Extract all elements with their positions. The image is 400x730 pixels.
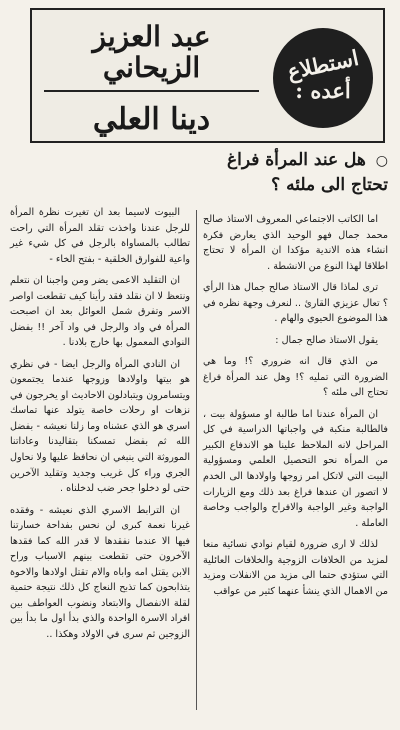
paragraph: ان النادي المرأة والرجل ايضا - في نظري هو بيتها واولادها وزوجها عندما يجتمعون ويتسامرون ويتبادلون الاحاديث او يخرجون في نزهات او رحلات خاصة يتولد عنها تماسك اسري هو الذي عشناه وما زلنا نعيشه - بفضل الله ثم بفضل تمسكنا بتقاليدنا وعاداتنا الموروثة التي ينبغي ان نحافظ عليها ولا نحاول الجري وراء كل غريب وجديد وتقليد الآخرين حتى لو دخلوا جحر ضب لدخلناه .: [10, 358, 190, 495]
article-headline: [206, 148, 388, 197]
section-label-badge: [273, 28, 373, 128]
right-column: [203, 212, 388, 605]
left-column: [10, 205, 190, 648]
prepared-by-label: أعده :: [295, 78, 351, 103]
author-name-2: دينا العلي: [92, 101, 211, 137]
article-header: [30, 8, 385, 143]
paragraph: ترى لماذا قال الاستاذ صالح جمال هذا الرأي ؟ تعال عزيزي القارئ .. لنعرف وجهة نظره في هذا الموضوع الحيوي والهام .: [203, 282, 388, 325]
author-names: [44, 20, 259, 137]
author-name-1: عبد العزيز الزيحاني: [44, 22, 259, 92]
paragraph: ان التقليد الاعمى يضر ومن واجبنا ان نتعلم ونتعظ لا ان نقلد فقد رأينا كيف تقطعت اواصر الاسر وتفرق شمل العوائل بعد ان اصبحت المرأة في واد والرجل في واد آخر !! بفضل النوادي المعمول بها خارج بلادنا .: [10, 275, 190, 349]
paragraph: ان المرأة عندنا اما طالبة او مسؤولة بيت ، فالطالبة منكبة في واجباتها الدراسية في كل المراحل لانه الملاحظ علينا هو الاندفاع الكبير من المرأة نحو التحصيل العلمي ومسؤولية البيت التي لاتكل امر زوجها واولادها الى الخدم لا اتصور ان عندها فراغ بعد ذلك ومع الزيارات الواجبة وغير الواجبة والافراح والواجب وخاصة العاملة .: [203, 408, 388, 529]
paragraph: من الذي قال انه ضروري ؟! وما هي الضرورة التي تمليه ؟! وهل عند المرأة فراغ تحتاج الى ملئه ؟: [203, 356, 388, 399]
column-divider: [196, 210, 197, 710]
paragraph: اما الكاتب الاجتماعي المعروف الاستاذ صالح محمد جمال فهو الوحيد الذي يعارض فكرة انشاء هذه الاندية مؤكدا ان المرأة لا تحتاج اطلاقا لهذا النوع من الانشطة .: [203, 214, 388, 272]
circle-bullet-icon: ○: [375, 153, 388, 169]
section-label: استطلاع: [285, 44, 361, 85]
headline-text: هل عند المرأة فراغ تحتاج الى ملئه ؟: [226, 150, 388, 195]
paragraph: يقول الاستاذ صالح جمال :: [275, 334, 378, 346]
paragraph: البيوت لاسيما بعد ان تغيرت نظرة المرأة للرجل عندنا واخذت تقلد المرأة التي راحت تطالب بالمساواة بالرجل في كل شيء غير واعية للفوارق الخلقية - بفتح الخاء -: [10, 207, 190, 265]
paragraph: ان الترابط الاسري الذي نعيشه - وفقده غيرنا نعمة كبرى لن نحس بفداحة خسارتنا فيها الا عندما نفقدها لا قدر الله كما فقدها الآخرون حتى تقطعت بينهم الاسباب وراح الابن يقتل امه واباه والام تقتل اولادها والاخوة يتذابحون كما تذبح النعاج كل ذلك نتيجة حتمية لقلة الانفصال والابتعاد ونضوب العواطف بين افراد الاسرة الواحدة والذي بدأ اول ما بدأ بين الزوجين ثم سرى في الاولاد وهكذا ..: [10, 504, 190, 640]
paragraph: لذلك لا ارى ضرورة لقيام نوادي نسائية منعا لمزيد من الخلافات الزوجية والخلافات العائلية التي ستؤدي حتما الى مزيد من الانفلات ومزيد من الاهمال الذي ينشأ عنهما كثير من عواقب: [203, 539, 388, 597]
